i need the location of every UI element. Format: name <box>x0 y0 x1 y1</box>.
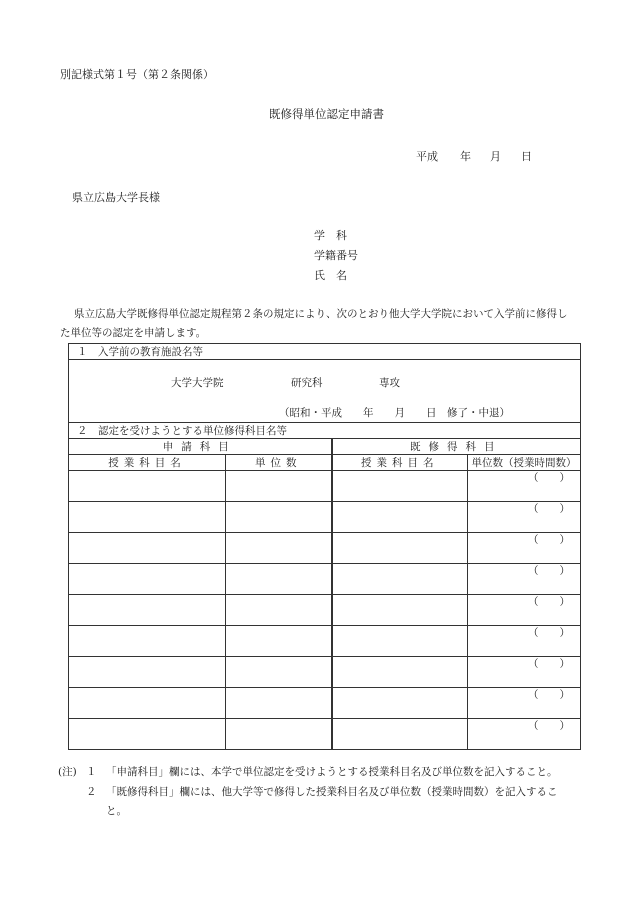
applied-subjects-header: 申請科目 <box>69 439 332 455</box>
credit-hours-paren: （ ） <box>528 658 570 670</box>
table-row <box>69 657 581 688</box>
date-month: 月 <box>490 150 501 163</box>
applied-credits-cell[interactable] <box>226 533 332 564</box>
applied-course-name-cell[interactable] <box>69 657 226 688</box>
applied-credits-cell[interactable] <box>226 471 332 502</box>
applied-credits-cell[interactable] <box>226 657 332 688</box>
date-year: 年 <box>460 150 471 163</box>
earned-course-name-cell[interactable] <box>332 626 468 657</box>
form-number: 別記様式第１号（第２条関係） <box>60 68 214 81</box>
table-row <box>69 719 581 750</box>
earned-credits-cell[interactable] <box>468 657 581 688</box>
earned-course-name-cell[interactable] <box>332 502 468 533</box>
earned-course-name-cell[interactable] <box>332 657 468 688</box>
note2-text-line1: 「既修得科目」欄には、他大学等で修得した授業科目名及び単位数（授業時間数）を記入するこ <box>106 786 558 798</box>
table-row <box>69 471 581 502</box>
applied-course-name-cell[interactable] <box>69 719 226 750</box>
applied-credits-cell[interactable] <box>226 719 332 750</box>
applied-credits-cell[interactable] <box>226 626 332 657</box>
section2-heading: ２ 認定を受けようとする単位修得科目名等 <box>69 423 581 439</box>
applied-credits-cell[interactable] <box>226 502 332 533</box>
note2-text-line2: と。 <box>106 805 127 817</box>
credit-hours-paren: （ ） <box>528 565 570 577</box>
earned-credits-cell[interactable] <box>468 626 581 657</box>
section1-heading: １ 入学前の教育施設名等 <box>69 344 581 360</box>
earned-course-name-cell[interactable] <box>332 595 468 626</box>
earned-credits-cell[interactable] <box>468 688 581 719</box>
earned-course-name-cell[interactable] <box>332 564 468 595</box>
applied-course-name-cell[interactable] <box>69 533 226 564</box>
body-text-line2: た単位等の認定を申請します。 <box>60 327 207 339</box>
table-row <box>69 533 581 564</box>
earned-course-name-cell[interactable] <box>332 471 468 502</box>
application-table <box>68 343 581 750</box>
applicant-name-label: 氏 名 <box>314 269 347 282</box>
credit-hours-paren: （ ） <box>528 627 570 639</box>
earned-credits-cell[interactable] <box>468 471 581 502</box>
col-credits: 単位数 <box>226 455 332 471</box>
applied-course-name-cell[interactable] <box>69 564 226 595</box>
note1-text: 「申請科目」欄には、本学で単位認定を受けようとする授業科目名及び単位数を記入すること。 <box>106 766 558 778</box>
earned-credits-cell[interactable] <box>468 595 581 626</box>
credit-hours-paren: （ ） <box>528 534 570 546</box>
table-row <box>69 626 581 657</box>
body-text-line1: 県立広島大学既修得単位認定規程第２条の規定により、次のとおり他大学大学院において入学前に修得し <box>74 308 568 320</box>
applied-course-name-cell[interactable] <box>69 626 226 657</box>
col-earned-credits: 単位数（授業時間数） <box>468 455 581 471</box>
earned-credits-cell[interactable] <box>468 564 581 595</box>
applicant-dept-label: 学 科 <box>314 229 347 242</box>
section1-body <box>69 360 581 423</box>
table-row <box>69 502 581 533</box>
applied-credits-cell[interactable] <box>226 595 332 626</box>
credit-hours-paren: （ ） <box>528 720 570 732</box>
period-label: （昭和・平成 年 月 日 修了・中退） <box>279 407 510 419</box>
applied-course-name-cell[interactable] <box>69 471 226 502</box>
earned-credits-cell[interactable] <box>468 533 581 564</box>
earned-credits-cell[interactable] <box>468 719 581 750</box>
note1-number: １ <box>86 766 97 778</box>
earned-subjects-header: 既修得科目 <box>332 439 581 455</box>
earned-credits-cell[interactable] <box>468 502 581 533</box>
applied-course-name-cell[interactable] <box>69 595 226 626</box>
col-course-name: 授業科目名 <box>69 455 226 471</box>
applicant-student-id-label: 学籍番号 <box>314 249 358 262</box>
earned-course-name-cell[interactable] <box>332 719 468 750</box>
credit-hours-paren: （ ） <box>528 503 570 515</box>
notes-label: (注) <box>58 766 77 778</box>
credit-hours-paren: （ ） <box>528 689 570 701</box>
applied-course-name-cell[interactable] <box>69 688 226 719</box>
major-label: 専攻 <box>379 377 400 389</box>
document-title: 既修得単位認定申請書 <box>269 107 384 121</box>
table-row <box>69 595 581 626</box>
table-row <box>69 564 581 595</box>
credit-hours-paren: （ ） <box>528 596 570 608</box>
earned-course-name-cell[interactable] <box>332 688 468 719</box>
date-day: 日 <box>521 150 532 163</box>
university-label: 大学大学院 <box>171 377 224 389</box>
applied-credits-cell[interactable] <box>226 564 332 595</box>
note2-number: ２ <box>86 786 97 798</box>
table-row <box>69 688 581 719</box>
col-earned-course-name: 授業科目名 <box>332 455 468 471</box>
addressee: 県立広島大学長様 <box>72 191 160 204</box>
credit-hours-paren: （ ） <box>528 472 570 484</box>
date-era: 平成 <box>416 150 438 163</box>
applied-course-name-cell[interactable] <box>69 502 226 533</box>
earned-course-name-cell[interactable] <box>332 533 468 564</box>
applied-credits-cell[interactable] <box>226 688 332 719</box>
graduate-school-label: 研究科 <box>291 377 323 389</box>
